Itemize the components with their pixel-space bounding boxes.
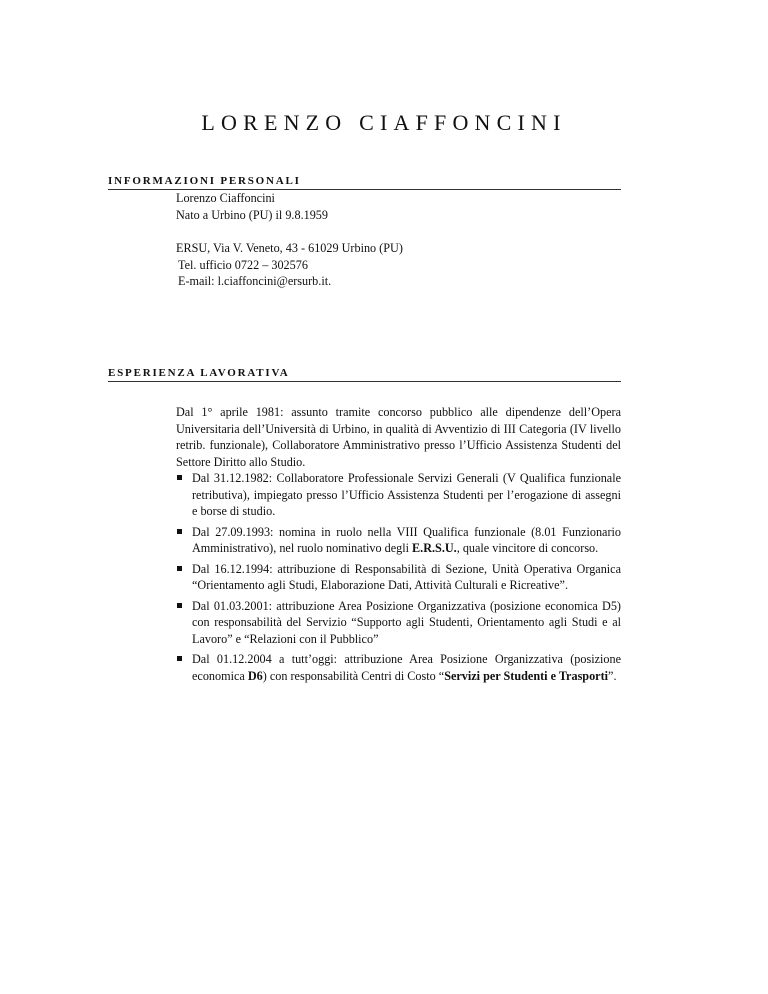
list-item-text-mid: ) con responsabilità Centri di Costo “ (262, 668, 445, 683)
personal-name: Lorenzo Ciaffoncini (176, 191, 275, 205)
square-bullet-icon (177, 529, 182, 534)
list-item-text-pre: Dal 27.09.1993: nomina in ruolo nella VIII Qualifica funzionale (8.01 Funzionario Amministrativo), nel ruolo nominativo degli (192, 524, 621, 555)
square-bullet-icon (177, 566, 182, 571)
section-heading-work-experience: ESPERIENZA LAVORATIVA (108, 366, 621, 382)
list-item (176, 651, 621, 684)
list-item-text-post: ”. (608, 668, 617, 683)
experience-list (176, 470, 621, 684)
list-item-bold: E.R.S.U. (412, 541, 457, 555)
page-title: LORENZO CIAFFONCINI (201, 110, 567, 135)
personal-phone: Tel. ufficio 0722 – 302576 (178, 257, 308, 272)
list-item (176, 524, 621, 557)
list-item-bold-2: Servizi per Studenti e Trasporti (444, 668, 609, 683)
personal-address: ERSU, Via V. Veneto, 43 - 61029 Urbino (PU) (176, 241, 403, 255)
personal-email: E-mail: l.ciaffoncini@ersurb.it. (178, 274, 332, 288)
work-experience-block (176, 404, 621, 688)
square-bullet-icon (177, 656, 182, 661)
list-item-text-post: , quale vincitore di concorso. (456, 541, 599, 555)
list-item-text: Dal 01.03.2001: attribuzione Area Posizione Organizzativa (posizione economica D5) con responsabilità del Servizio “Supporto agli Studenti, Orientamento agli Studi e al Lavoro” e “Relazioni con il Pubblico” (192, 598, 621, 646)
list-item-text-pre: Dal 01.12.2004 a tutt’oggi: attribuzione Area Posizione Organizzativa (posizione economica (192, 652, 621, 683)
square-bullet-icon (177, 603, 182, 608)
experience-intro: Dal 1° aprile 1981: assunto tramite concorso pubblico alle dipendenze dell’Opera Universitaria dell’Università di Urbino, in qualità di Avventizio di III Categoria (IV livello retrib. funzionale), Collaboratore Amministrativo presso l’Ufficio Assistenza Studenti del Settore Diritto allo Studio. (176, 405, 621, 469)
list-item-text: Dal 16.12.1994: attribuzione di Responsabilità di Sezione, Unità Operativa Organica “Orientamento agli Studi, Elaborazione Dati, Attività Culturali e Ricreative”. (192, 561, 621, 592)
list-item (176, 598, 621, 648)
list-item-bold: D6 (247, 668, 263, 683)
list-item (176, 561, 621, 594)
personal-info-block (176, 190, 621, 290)
personal-birth: Nato a Urbino (PU) il 9.8.1959 (176, 207, 328, 222)
list-item-text: Dal 31.12.1982: Collaboratore Professionale Servizi Generali (V Qualifica funzionale retributiva), impiegato presso l’Ufficio Assistenza Studenti per l’erogazione di assegni e borse di studio. (192, 471, 621, 518)
list-item (176, 470, 621, 520)
section-heading-personal-info: INFORMAZIONI PERSONALI (108, 174, 621, 190)
square-bullet-icon (177, 475, 182, 480)
